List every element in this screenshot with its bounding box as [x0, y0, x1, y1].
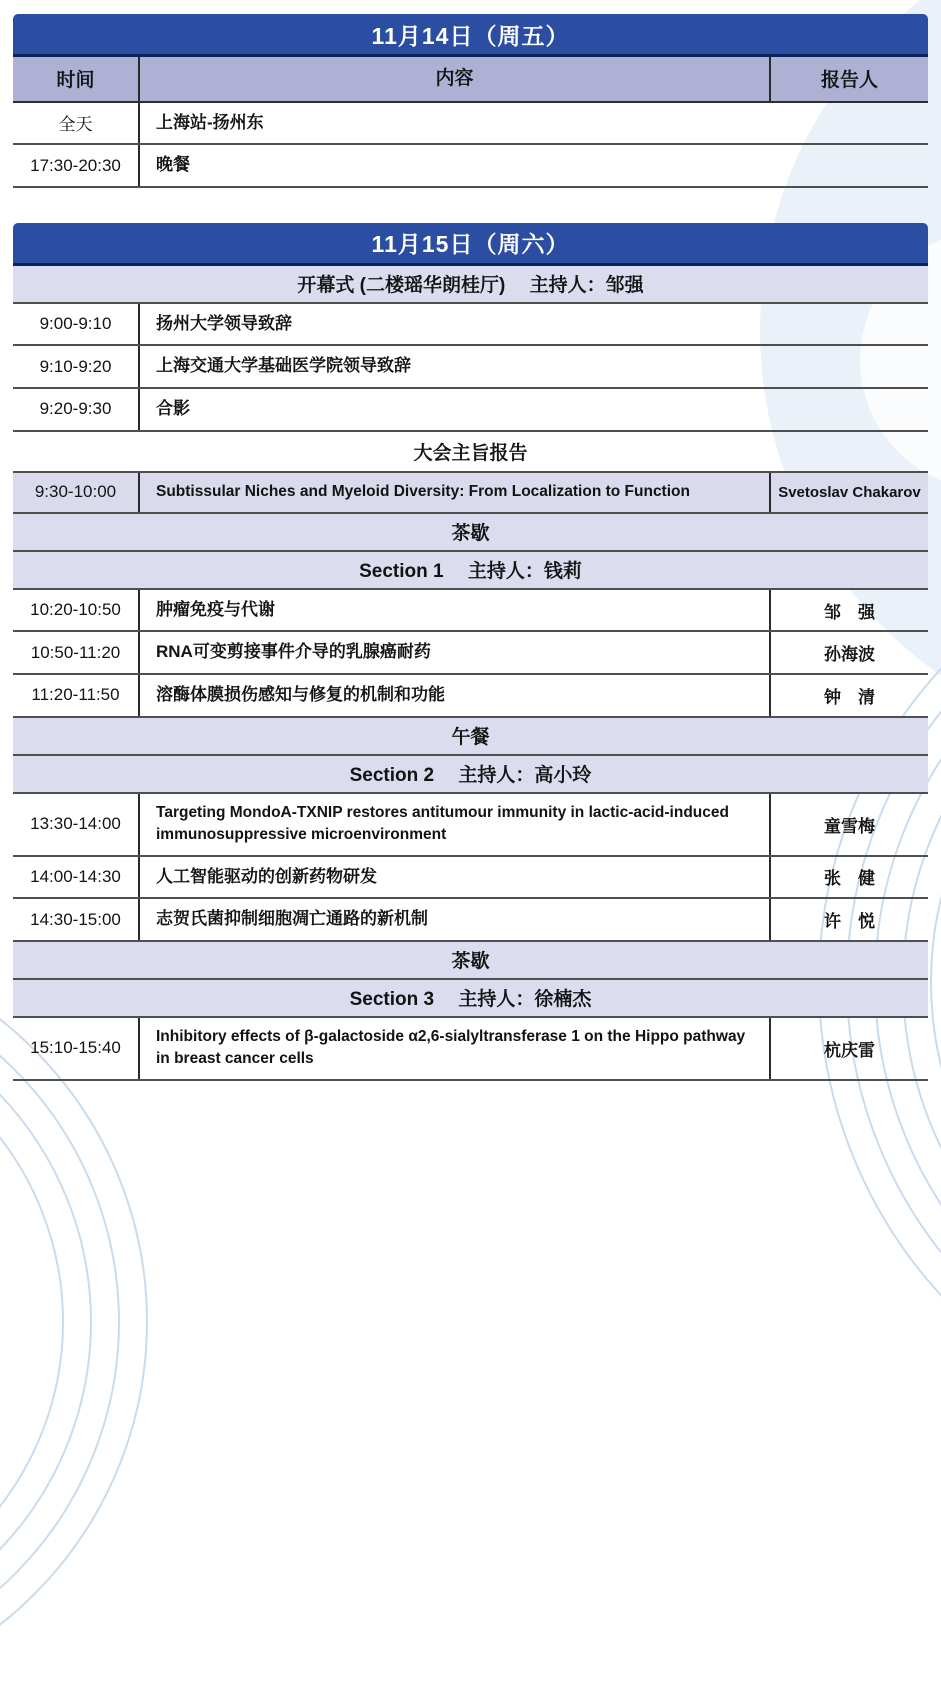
day2-title: 11月15日（周六） [371, 231, 570, 258]
column-header-speaker: 报告人 [769, 57, 928, 101]
speaker-cell: 孙海波 [769, 632, 928, 673]
section3-band: Section 3 主持人：徐楠杰 [13, 980, 928, 1018]
time-cell: 9:10-9:20 [13, 346, 140, 387]
schedule-row [13, 590, 928, 633]
speaker-cell: 童雪梅 [769, 794, 928, 855]
content-cell: RNA可变剪接事件介导的乳腺癌耐药 [156, 642, 431, 662]
content-cell: 肿瘤免疫与代谢 [156, 599, 275, 619]
content-cell: 扬州大学领导致辞 [156, 313, 292, 333]
conference-schedule [13, 14, 928, 1081]
speaker-cell: 许 悦 [769, 899, 928, 940]
day1-title: 11月14日（周五） [371, 22, 570, 49]
column-header-time: 时间 [13, 57, 140, 101]
content-cell: 溶酶体膜损伤感知与修复的机制和功能 [156, 685, 445, 705]
time-cell: 13:30-14:00 [13, 794, 140, 855]
speaker-cell: 邹 强 [769, 590, 928, 631]
schedule-row [13, 103, 928, 146]
time-cell: 14:30-15:00 [13, 899, 140, 940]
content-cell: 志贺氏菌抑制细胞凋亡通路的新机制 [156, 909, 428, 929]
schedule-row [13, 389, 928, 432]
day2-header [13, 223, 928, 266]
day1-table [13, 14, 928, 188]
time-cell: 17:30-20:30 [13, 145, 140, 186]
schedule-row [13, 346, 928, 389]
content-cell: Inhibitory effects of β-galactoside α2,6-sialyltransferase 1 on the Hippo pathway in breast cancer cells [156, 1027, 746, 1068]
schedule-row [13, 899, 928, 942]
schedule-row [13, 304, 928, 347]
day1-header [13, 14, 928, 57]
content-cell: Targeting MondoA-TXNIP restores antitumour immunity in lactic-acid-induced immunosuppressive microenvironment [156, 803, 729, 844]
time-cell: 11:20-11:50 [13, 675, 140, 716]
schedule-row [13, 1018, 928, 1081]
day2-table [13, 223, 928, 1081]
time-cell: 10:50-11:20 [13, 632, 140, 673]
schedule-row [13, 145, 928, 188]
time-cell: 10:20-10:50 [13, 590, 140, 631]
lunch-band: 午餐 [13, 718, 928, 756]
content-cell: 上海交通大学基础医学院领导致辞 [156, 356, 411, 376]
content-cell: 上海站-扬州东 [156, 112, 264, 132]
keynote-section-title: 大会主旨报告 [13, 432, 928, 473]
speaker-cell: 杭庆雷 [769, 1018, 928, 1079]
schedule-row [13, 794, 928, 857]
opening-ceremony-band: 开幕式 (二楼瑶华朗桂厅) 主持人：邹强 [13, 266, 928, 304]
schedule-row [13, 675, 928, 718]
content-cell: Subtissular Niches and Myeloid Diversity: From Localization to Function [156, 483, 690, 501]
time-cell: 9:00-9:10 [13, 304, 140, 345]
schedule-row [13, 857, 928, 900]
keynote-row [13, 473, 928, 514]
section2-band: Section 2 主持人：高小玲 [13, 756, 928, 794]
speaker-cell: Svetoslav Chakarov [769, 473, 928, 512]
time-cell: 9:20-9:30 [13, 389, 140, 430]
content-cell: 人工智能驱动的创新药物研发 [156, 866, 377, 886]
column-header-content: 内容 [435, 68, 474, 89]
schedule-row [13, 632, 928, 675]
section1-band: Section 1 主持人：钱莉 [13, 552, 928, 590]
time-cell: 15:10-15:40 [13, 1018, 140, 1079]
time-cell: 全天 [13, 103, 140, 144]
content-cell: 晚餐 [156, 155, 190, 175]
day1-column-header-row [13, 57, 928, 103]
tea-break-band: 茶歇 [13, 514, 928, 552]
speaker-cell: 钟 清 [769, 675, 928, 716]
content-cell: 合影 [156, 399, 190, 419]
time-cell: 9:30-10:00 [13, 473, 140, 512]
time-cell: 14:00-14:30 [13, 857, 140, 898]
tea-break-band: 茶歇 [13, 942, 928, 980]
speaker-cell: 张 健 [769, 857, 928, 898]
